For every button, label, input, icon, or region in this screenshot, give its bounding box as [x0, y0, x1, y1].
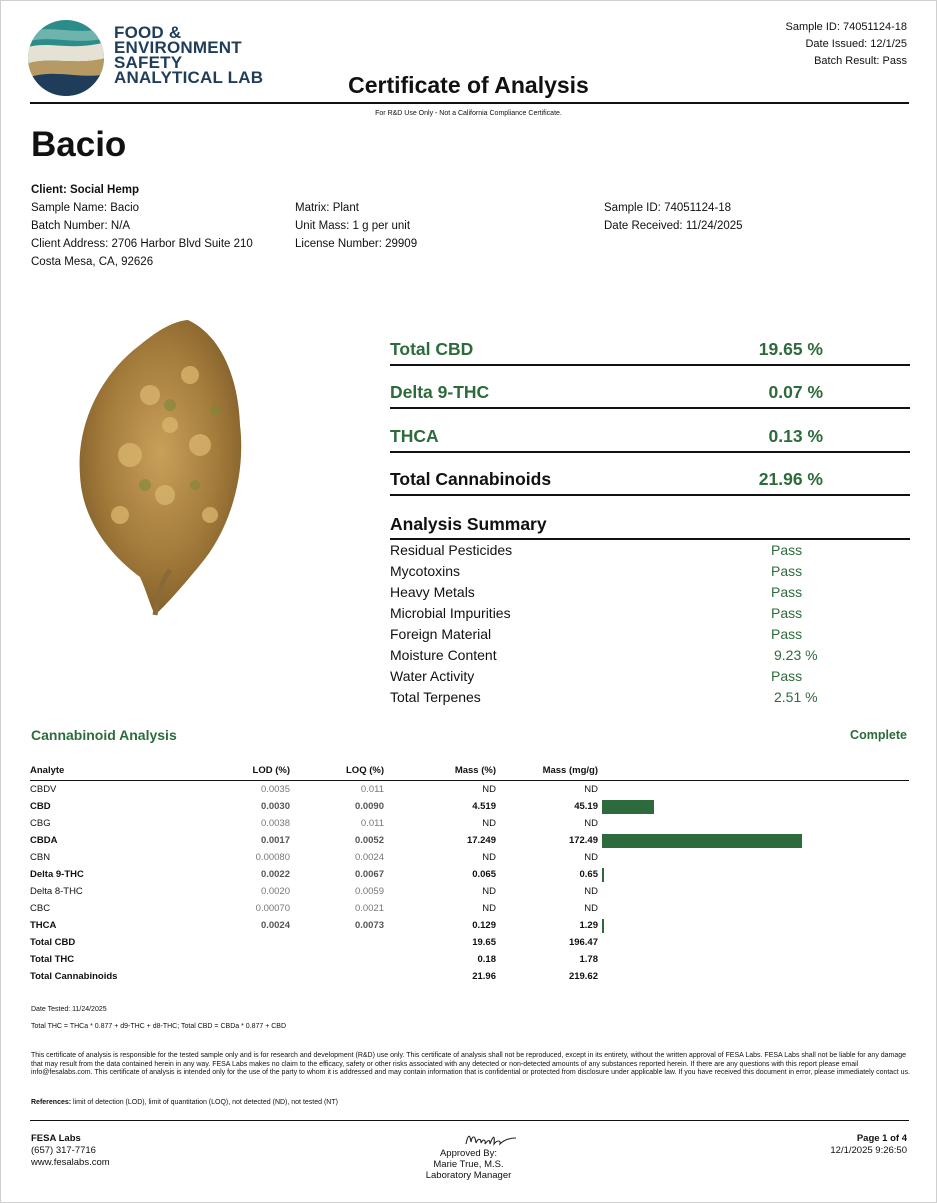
cell-mass-mgg: 1.29 [579, 920, 598, 931]
cell-mass-pct: 0.065 [472, 869, 496, 880]
table-row [30, 781, 909, 799]
result-label: Delta 9-THC [390, 382, 490, 402]
cell-analyte: CBG [30, 818, 51, 829]
result-label: THCA [390, 426, 439, 446]
cell-analyte: Delta 8-THC [30, 886, 83, 897]
cell-mass-pct: 0.129 [472, 920, 496, 931]
footer-lab-name: FESA Labs [31, 1133, 81, 1144]
bar-cell [598, 968, 909, 985]
bar-column-header [598, 764, 909, 781]
summary-item-name: Microbial Impurities [390, 605, 511, 621]
bar-cell [598, 781, 909, 799]
bar-cell [598, 866, 909, 883]
approver-name: Marie True, M.S. [433, 1159, 504, 1170]
table-row [30, 849, 909, 866]
mass-bar [602, 868, 604, 882]
table-row [30, 883, 909, 900]
summary-item-value: Pass [771, 626, 803, 642]
cannabinoid-table [30, 764, 909, 985]
result-total-cbd [390, 326, 910, 366]
cell-analyte: CBN [30, 852, 51, 863]
summary-item [390, 563, 840, 584]
summary-item-name: Residual Pesticides [390, 542, 513, 558]
column-header: Analyte [30, 764, 240, 781]
result-divider [390, 451, 910, 453]
summary-item [390, 542, 840, 563]
summary-item-value: Pass [771, 584, 803, 600]
cell-mass-pct: 4.519 [472, 801, 496, 812]
summary-item [390, 668, 840, 689]
cell-loq [290, 934, 384, 951]
cell-lod: 0.0022 [260, 869, 290, 880]
summary-item [390, 689, 840, 710]
cell-mass-mgg: 219.62 [568, 971, 598, 982]
footer-divider [30, 1120, 909, 1121]
cell-mass-pct: 21.96 [472, 971, 496, 982]
result-value: 19.65 % [758, 339, 823, 359]
table-row [30, 815, 909, 832]
cell-lod [240, 968, 290, 985]
cell-mass-mgg: 0.65 [579, 869, 598, 880]
client-name: Client: Social Hemp [31, 184, 139, 196]
cell-lod: 0.0035 [260, 784, 290, 795]
bar-cell [598, 883, 909, 900]
summary-item-name: Mycotoxins [390, 563, 461, 579]
cell-mass-pct: 19.65 [472, 937, 496, 948]
date-tested: Date Tested: 11/24/2025 [31, 1006, 107, 1013]
table-row [30, 968, 909, 985]
cell-lod [240, 951, 290, 968]
result-delta9-thc [390, 369, 910, 409]
result-value: 0.07 % [768, 382, 823, 402]
bar-cell [598, 832, 909, 849]
result-label: Total CBD [390, 339, 474, 359]
cell-lod: 0.0020 [260, 886, 290, 897]
bar-cell [598, 900, 909, 917]
cell-loq: 0.0059 [354, 886, 384, 897]
summary-item-value: 2.51 % [774, 689, 818, 705]
cell-analyte: Total THC [30, 954, 75, 965]
rnd-note: For R&D Use Only - Not a California Compliance Certificate. [375, 110, 562, 117]
mass-bar [602, 800, 654, 814]
lab-name-line: SAFETY [114, 53, 183, 72]
column-header: Mass (%) [384, 764, 496, 781]
sample-name: Sample Name: Bacio [31, 202, 140, 214]
table-header-row [30, 764, 909, 781]
client-address: Client Address: 2706 Harbor Blvd Suite 210 [31, 238, 253, 250]
sample-id: Sample ID: 74051124-18 [604, 202, 732, 214]
signature-icon [452, 1128, 532, 1150]
cell-loq: 0.0073 [354, 920, 384, 931]
column-header: LOD (%) [240, 764, 290, 781]
bar-cell [598, 917, 909, 934]
cell-analyte: CBC [30, 903, 51, 914]
summary-item [390, 605, 840, 626]
cell-mass-mgg: ND [584, 903, 598, 914]
cell-lod: 0.0038 [260, 818, 290, 829]
cell-lod: 0.0030 [260, 801, 290, 812]
summary-item-value: Pass [771, 668, 803, 684]
footer-phone: (657) 317-7716 [31, 1145, 96, 1156]
table-row [30, 832, 909, 849]
cell-mass-pct: ND [482, 784, 496, 795]
references-label: References: [31, 1099, 72, 1106]
cell-mass-mgg: 45.19 [574, 801, 598, 812]
lab-name-line: ANALYTICAL LAB [114, 68, 264, 87]
header-meta [786, 19, 908, 70]
footer-approval [0, 1148, 937, 1181]
result-divider [390, 494, 910, 496]
cell-mass-mgg: ND [584, 886, 598, 897]
document-title: Certificate of Analysis [348, 72, 589, 98]
summary-item-name: Water Activity [390, 668, 475, 684]
cell-loq: 0.0052 [354, 835, 384, 846]
summary-item-name: Heavy Metals [390, 584, 475, 600]
cell-analyte: Delta 9-THC [30, 869, 84, 880]
cell-loq [290, 951, 384, 968]
date-received: Date Received: 11/24/2025 [604, 220, 743, 232]
disclaimer: This certificate of analysis is responsible for the tested sample only and is for research and development (R&D) use only. This certificate of analysis shall not be reproduced, except in its entirety, without the written approval of FESA Labs. FESA Labs shall not be liable for any damage that may result from the data contained herein in any way. FESA Labs makes no claim to the efficacy, safety or other risks associated with any detected or non-detected amounts of any substances reported herein. If there are any questions with this report please email info@fesalabs.com. This certificate of analysis is intended only for the use of the party to whom it is addressed and may contain information that is confidential or protected from disclosure under applicable law. If you have received this document in error, please immediately contact us. [31, 1052, 910, 1076]
cell-analyte: Total Cannabinoids [30, 971, 118, 982]
result-value: 0.13 % [768, 426, 823, 446]
cannabinoid-status: Complete [850, 728, 907, 742]
cell-analyte: Total CBD [30, 937, 76, 948]
client-info-col2 [295, 199, 417, 253]
result-value: 21.96 % [758, 469, 823, 489]
table-row [30, 951, 909, 968]
cell-analyte: CBDV [30, 784, 57, 795]
cell-analyte: CBDA [30, 835, 58, 846]
cell-lod: 0.00080 [255, 852, 290, 863]
cell-mass-mgg: ND [584, 784, 598, 795]
footer-website: www.fesalabs.com [31, 1157, 110, 1168]
bar-cell [598, 934, 909, 951]
cell-loq: 0.0021 [354, 903, 384, 914]
cell-mass-pct: ND [482, 852, 496, 863]
unit-mass: Unit Mass: 1 g per unit [295, 220, 411, 232]
lab-name-line: FOOD & [114, 23, 182, 42]
cell-lod: 0.00070 [255, 903, 290, 914]
cell-mass-mgg: ND [584, 852, 598, 863]
column-header: LOQ (%) [290, 764, 384, 781]
cell-lod: 0.0024 [260, 920, 290, 931]
footer-timestamp: 12/1/2025 9:26:50 [830, 1145, 907, 1156]
cell-mass-pct: 17.249 [466, 835, 496, 846]
approved-by-label: Approved By: [439, 1148, 498, 1159]
client-info-col1 [31, 181, 253, 271]
cell-analyte: THCA [30, 920, 57, 931]
cell-mass-mgg: ND [584, 818, 598, 829]
cell-mass-pct: 0.18 [477, 954, 496, 965]
cell-mass-pct: ND [482, 886, 496, 897]
page-number: Page 1 of 4 [856, 1133, 907, 1144]
cell-mass-pct: ND [482, 903, 496, 914]
table-row [30, 798, 909, 815]
table-row [30, 934, 909, 951]
summary-item-value: 9.23 % [774, 647, 818, 663]
batch-number: Batch Number: N/A [31, 220, 131, 232]
summary-item [390, 626, 840, 647]
cannabinoid-analysis-title: Cannabinoid Analysis [31, 727, 177, 743]
cell-mass-pct: ND [482, 818, 496, 829]
sample-photo [70, 315, 270, 620]
result-thca [390, 413, 910, 453]
bar-cell [598, 849, 909, 866]
approver-role: Laboratory Manager [425, 1170, 512, 1181]
cell-loq: 0.0024 [354, 852, 384, 863]
table-row [30, 917, 909, 934]
bar-cell [598, 815, 909, 832]
cell-loq [290, 968, 384, 985]
summary-item-value: Pass [771, 542, 803, 558]
bar-cell [598, 798, 909, 815]
summary-item [390, 584, 840, 605]
cell-mass-mgg: 196.47 [568, 937, 598, 948]
mass-bar [602, 834, 802, 848]
cell-loq: 0.0067 [354, 869, 384, 880]
summary-item [390, 647, 840, 668]
total-formula: Total THC = THCa * 0.877 + d9-THC + d8-THC; Total CBD = CBDa * 0.877 + CBD [31, 1023, 287, 1030]
cell-mass-mgg: 172.49 [568, 835, 598, 846]
column-header: Mass (mg/g) [496, 764, 598, 781]
bar-cell [598, 951, 909, 968]
license-number: License Number: 29909 [295, 238, 418, 250]
cell-loq: 0.011 [360, 784, 384, 795]
cannabinoid-table-body [30, 781, 909, 986]
summary-item-value: Pass [771, 605, 803, 621]
header-batch-result: Batch Result: Pass [814, 55, 907, 67]
summary-divider [390, 538, 910, 540]
client-address-city: Costa Mesa, CA, 92626 [31, 256, 154, 268]
cell-lod: 0.0017 [260, 835, 290, 846]
summary-item-name: Total Terpenes [390, 689, 481, 705]
cell-loq: 0.011 [360, 818, 384, 829]
footer-page-info [830, 1133, 907, 1157]
references [31, 1099, 338, 1106]
cell-analyte: CBD [30, 801, 51, 812]
result-total-cannabinoids [390, 456, 910, 496]
header-sample-id: Sample ID: 74051124-18 [785, 21, 907, 33]
result-divider [390, 407, 910, 409]
matrix: Matrix: Plant [295, 202, 359, 214]
result-label: Total Cannabinoids [390, 469, 552, 489]
client-info-col3 [604, 199, 743, 235]
references-text: limit of detection (LOD), limit of quantitation (LOQ), not detected (ND), not tested (NT) [71, 1099, 338, 1106]
analysis-summary-title: Analysis Summary [390, 514, 547, 534]
summary-item-name: Moisture Content [390, 647, 497, 663]
table-row [30, 900, 909, 917]
cell-lod [240, 934, 290, 951]
header-date-issued: Date Issued: 12/1/25 [805, 38, 907, 50]
summary-item-value: Pass [771, 563, 803, 579]
table-row [30, 866, 909, 883]
sample-title: Bacio [31, 125, 127, 164]
title-divider [30, 102, 909, 104]
mass-bar [602, 919, 604, 933]
lab-name-line: ENVIRONMENT [114, 38, 242, 57]
result-divider [390, 364, 910, 366]
cell-mass-mgg: 1.78 [579, 954, 598, 965]
summary-item-name: Foreign Material [390, 626, 492, 642]
cell-loq: 0.0090 [354, 801, 384, 812]
